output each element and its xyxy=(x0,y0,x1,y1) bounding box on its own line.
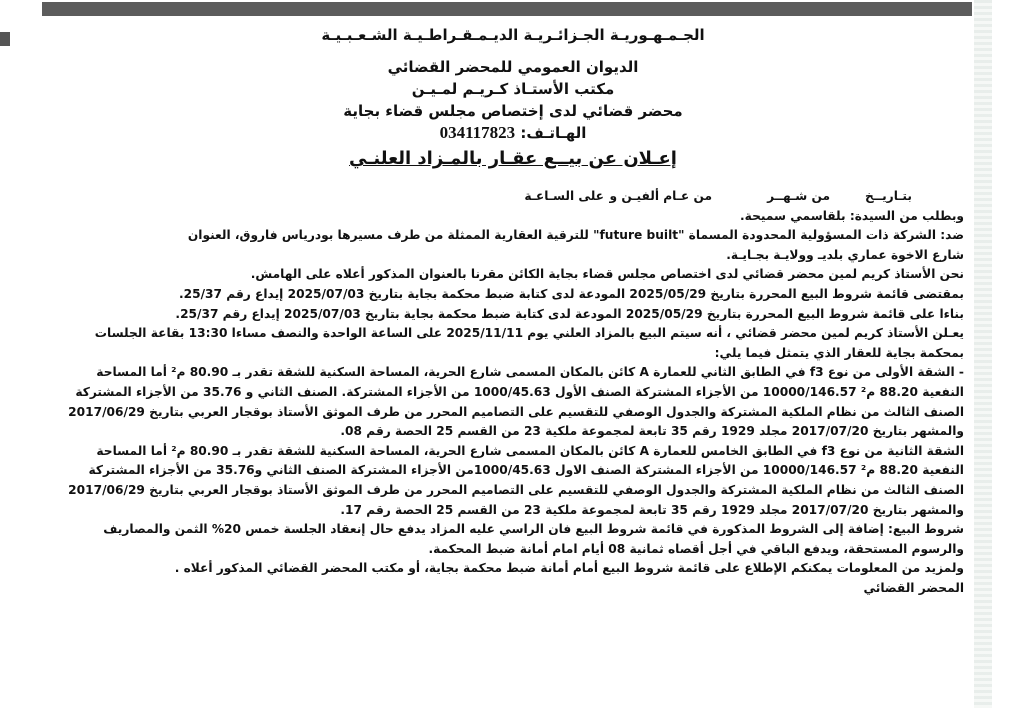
auction-notice-document xyxy=(62,22,964,598)
republic-heading: الجـمـهـوريـة الجـزائـريـة الديـمـقـراطـيـة الشـعـبـيـة xyxy=(321,26,705,44)
signature: المحضر القضائي xyxy=(863,580,964,595)
apartment-1-paragraph: - الشقة الأولى من نوع f3 في الطابق الثاني للعمارة A كائن بالمكان المسمى شارع الحرية، المساحة السكنية للشقة تقدر بـ 80.90 م² أما المساحة النفعية 88.20 م² 10000/146.57 من الأجزاء المشتركة الصنف الأول 1000/45.63 من الأجزاء المشتركة. الصنف الثاني و 35.76 من الأجزاء المشتركة الصنف الثالث من نظام الملكية المشتركة والجدول الوصفي للتقسيم على التصاميم المحرر من طرف الموثق الأستاذ بوقجار العربي بتاريخ 2017/06/29 والمشهر بتاريخ 2017/07/20 مجلد 1929 رقم 35 تابعة لمجموعة ملكية 23 من القسم 25 الحصة رقم 08. xyxy=(68,365,964,439)
dateline xyxy=(62,187,912,207)
sale-conditions-paragraph: شروط البيع: إضافة إلى الشروط المذكورة في قائمة شروط البيع فان الراسي عليه المزاد يدفع حال إنعقاد الجلسة خمس 20% الثمن والمصاريف والرسوم المستحقة، ويدفع الباقي في أجل أقصاه ثمانية 08 أيام امام أمانة ضبط المحكمة. xyxy=(103,522,964,556)
pursuant-paragraph: بمقتضى قائمة شروط البيع المحررة بتاريخ 2025/05/29 المودعة لدى كتابة ضبط محكمة بجاية بتاريخ 2025/07/03 إيداع رقم 25/37. xyxy=(179,286,964,301)
date-label: بتـاريــخ xyxy=(864,189,912,203)
announcement-paragraph: يعـلن الأستاذ كريم لمين محضر قضائي ، أنه سيتم البيع بالمزاد العلني يوم 2025/11/11 على الساعة الواحدة والنصف مساءا 13:30 بقاعة الجلسات بمحكمة بجاية للعقار الذي يتمثل فيما يلي: xyxy=(94,326,964,360)
more-info-paragraph: ولمزيد من المعلومات يمكنكم الإطلاع على قائمة شروط البيع أمام أمانة ضبط محكمة بجاية، أو مكتب المحضر القضائي المذكور أعلاه . xyxy=(174,561,964,576)
apartment-2-paragraph: الشقة الثانية من نوع f3 في الطابق الخامس للعمارة A كائن بالمكان المسمى شارع الحرية، المساحة السكنية للشقة تقدر بـ 80.90 م² أما المساحة النفعية 88.20 م² 10000/146.57 من الأجزاء المشتركة الصنف الاول 1000/45.63من الأجزاء المشتركة الصنف الثاني و35.76 من الأجزاء المشتركة الصنف الثالث من نظام الملكية المشتركة والجدول الوصفي للتقسيم على التصاميم المحرر من طرف الموثق الأستاذ بوقجار العربي بتاريخ 2017/06/29 والمشهر بتاريخ 2017/07/20 مجلد 1929 رقم 35 تابعة لمجموعة ملكية 23 من القسم 25 الحصة رقم 17. xyxy=(68,443,964,517)
bailiff-office: مكتب الأستـاذ كـريـم لمـيـن xyxy=(411,80,615,98)
bailiff-paragraph: نحن الأستاذ كريم لمين محضر قضائي لدى اختصاص مجلس قضاء بجاية الكائن مقرنا بالعنوان المذكور أعلاه على الهامش. xyxy=(250,267,964,282)
requester-paragraph: وبطلب من السيدة: بلقاسمي سميحة. xyxy=(740,208,964,223)
based-on-paragraph: بناءا على قائمة شروط البيع المحررة بتاريخ 2025/05/29 المودعة لدى كتابة ضبط محكمة بجاية بتاريخ 2025/07/03 إيداع رقم 25/37. xyxy=(175,306,964,321)
against-paragraph: ضد: الشركة ذات المسؤولية المحدودة المسماة "future built" للترقية العقارية الممثلة من طرف مسيرها بودرياس فاروق، العنوان xyxy=(187,228,964,243)
jurisdiction-line: محضر قضائي لدى إختصاص مجلس قضاء بجاية xyxy=(343,102,683,120)
year-label: من عـام ألفيـن و xyxy=(609,189,712,203)
against-address: شارع الاخوة عماري بلديـ وولايـة بجـايـة. xyxy=(726,247,964,262)
notice-title: إعـلان عن بيــع عقـار بالمـزاد العلنـي xyxy=(349,148,677,169)
notice-body xyxy=(62,187,964,598)
phone-line xyxy=(62,122,964,144)
phone-number: 034117823 xyxy=(439,123,516,142)
month-label: من شـهــر xyxy=(767,189,830,203)
office-name: الديوان العمومي للمحضر القضائي xyxy=(387,58,639,76)
scan-right-edge xyxy=(974,0,992,708)
scan-top-border xyxy=(42,2,972,16)
document-header xyxy=(62,26,964,187)
phone-label: الهـاتـف: xyxy=(520,124,587,142)
scan-edge-marker xyxy=(0,32,10,46)
time-label: على السـاعـة xyxy=(524,189,604,203)
